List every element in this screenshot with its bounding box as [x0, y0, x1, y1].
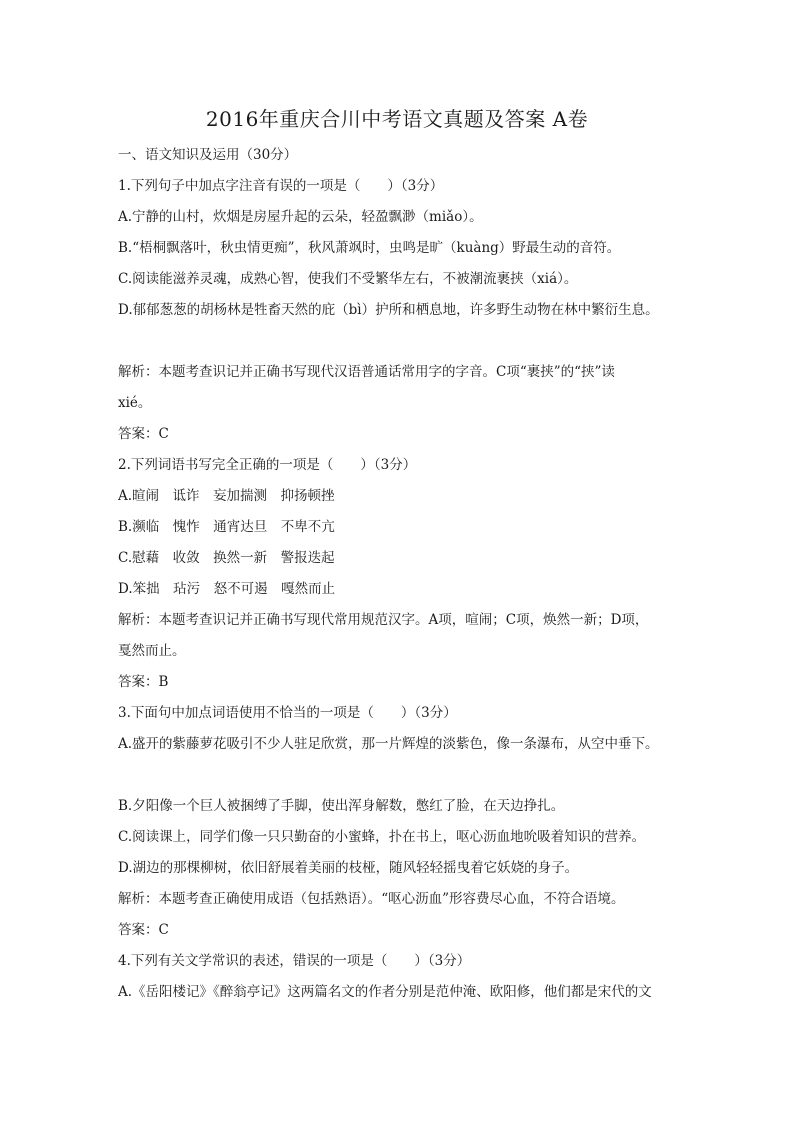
q1-answer: 答案：C: [118, 426, 169, 442]
q2-option-c: C.慰藉 收敛 换然一新 警报迭起: [118, 550, 335, 566]
q1-option-d: D.郁郁葱葱的胡杨林是牲畜天然的庇（bì）护所和栖息地，许多野生动物在林中繁衍生息。: [118, 302, 659, 318]
q1-option-c: C.阅读能滋养灵魂，成熟心智，使我们不受繁华左右，不被潮流裹挟（xiá）。: [118, 271, 578, 287]
q3-option-a: A.盛开的紫藤萝花吸引不少人驻足欣赏，那一片辉煌的淡紫色，像一条瀑布，从空中垂下。: [118, 736, 659, 752]
q4-option-a: A.《岳阳楼记》《醉翁亭记》这两篇名文的作者分别是范仲淹、欧阳修，他们都是宋代的文: [118, 984, 652, 1000]
q2-option-a: A.暄闹 诋诈 妄加揣测 抑扬顿挫: [118, 488, 335, 504]
q3-option-c: C.阅读课上，同学们像一只只勤奋的小蜜蜂，扑在书上，呕心沥血地吮吸着知识的营养。: [118, 829, 646, 845]
q1-analysis-cont: xié。: [118, 395, 152, 411]
q2-answer: 答案：B: [118, 674, 169, 690]
question-3: 3.下面句中加点词语使用不恰当的一项是（ ）（3分）: [118, 705, 457, 721]
section-heading: 一、语文知识及运用（30分）: [118, 147, 298, 163]
q3-analysis: 解析：本题考查正确使用成语（包括熟语）。“呕心沥血”形容费尽心血，不符合语境。: [118, 891, 625, 907]
question-4: 4.下列有关文学常识的表述，错误的一项是（ ）（3分）: [118, 953, 471, 969]
q3-option-d: D.湖边的那棵柳树，依旧舒展着美丽的枝桠，随风轻轻摇曳着它妖娆的身子。: [118, 860, 579, 876]
question-2: 2.下列词语书写完全正确的一项是（ ）（3分）: [118, 457, 417, 473]
q1-analysis: 解析：本题考查识记并正确书写现代汉语普通话常用字的字音。C项“裹挟”的“挟”读: [118, 364, 615, 380]
q1-option-a: A.宁静的山村，炊烟是房屋升起的云朵，轻盈飘渺（miǎo）。: [118, 209, 483, 225]
q2-option-b: B.濒临 愧怍 通宵达旦 不卑不亢: [118, 519, 335, 535]
document-title: 2016年重庆合川中考语文真题及答案 A卷: [205, 107, 589, 131]
q2-option-d: D.笨拙 玷污 怒不可遏 嘎然而止: [118, 581, 336, 597]
question-1: 1.下列句子中加点字注音有误的一项是（ ）（3分）: [118, 178, 444, 194]
q1-option-b: B.“梧桐飘落叶，秋虫情更痴”，秋风萧飒时，虫鸣是旷（kuàng）野最生动的音符。: [118, 240, 621, 256]
q2-analysis-cont: 戛然而止。: [118, 643, 186, 659]
q3-answer: 答案：C: [118, 922, 169, 938]
q3-option-b: B.夕阳像一个巨人被捆缚了手脚，使出浑身解数，憋红了脸，在天边挣扎。: [118, 798, 565, 814]
q2-analysis: 解析：本题考查识记并正确书写现代常用规范汉字。A项，喧闹；C项，焕然一新；D项，: [118, 612, 649, 628]
